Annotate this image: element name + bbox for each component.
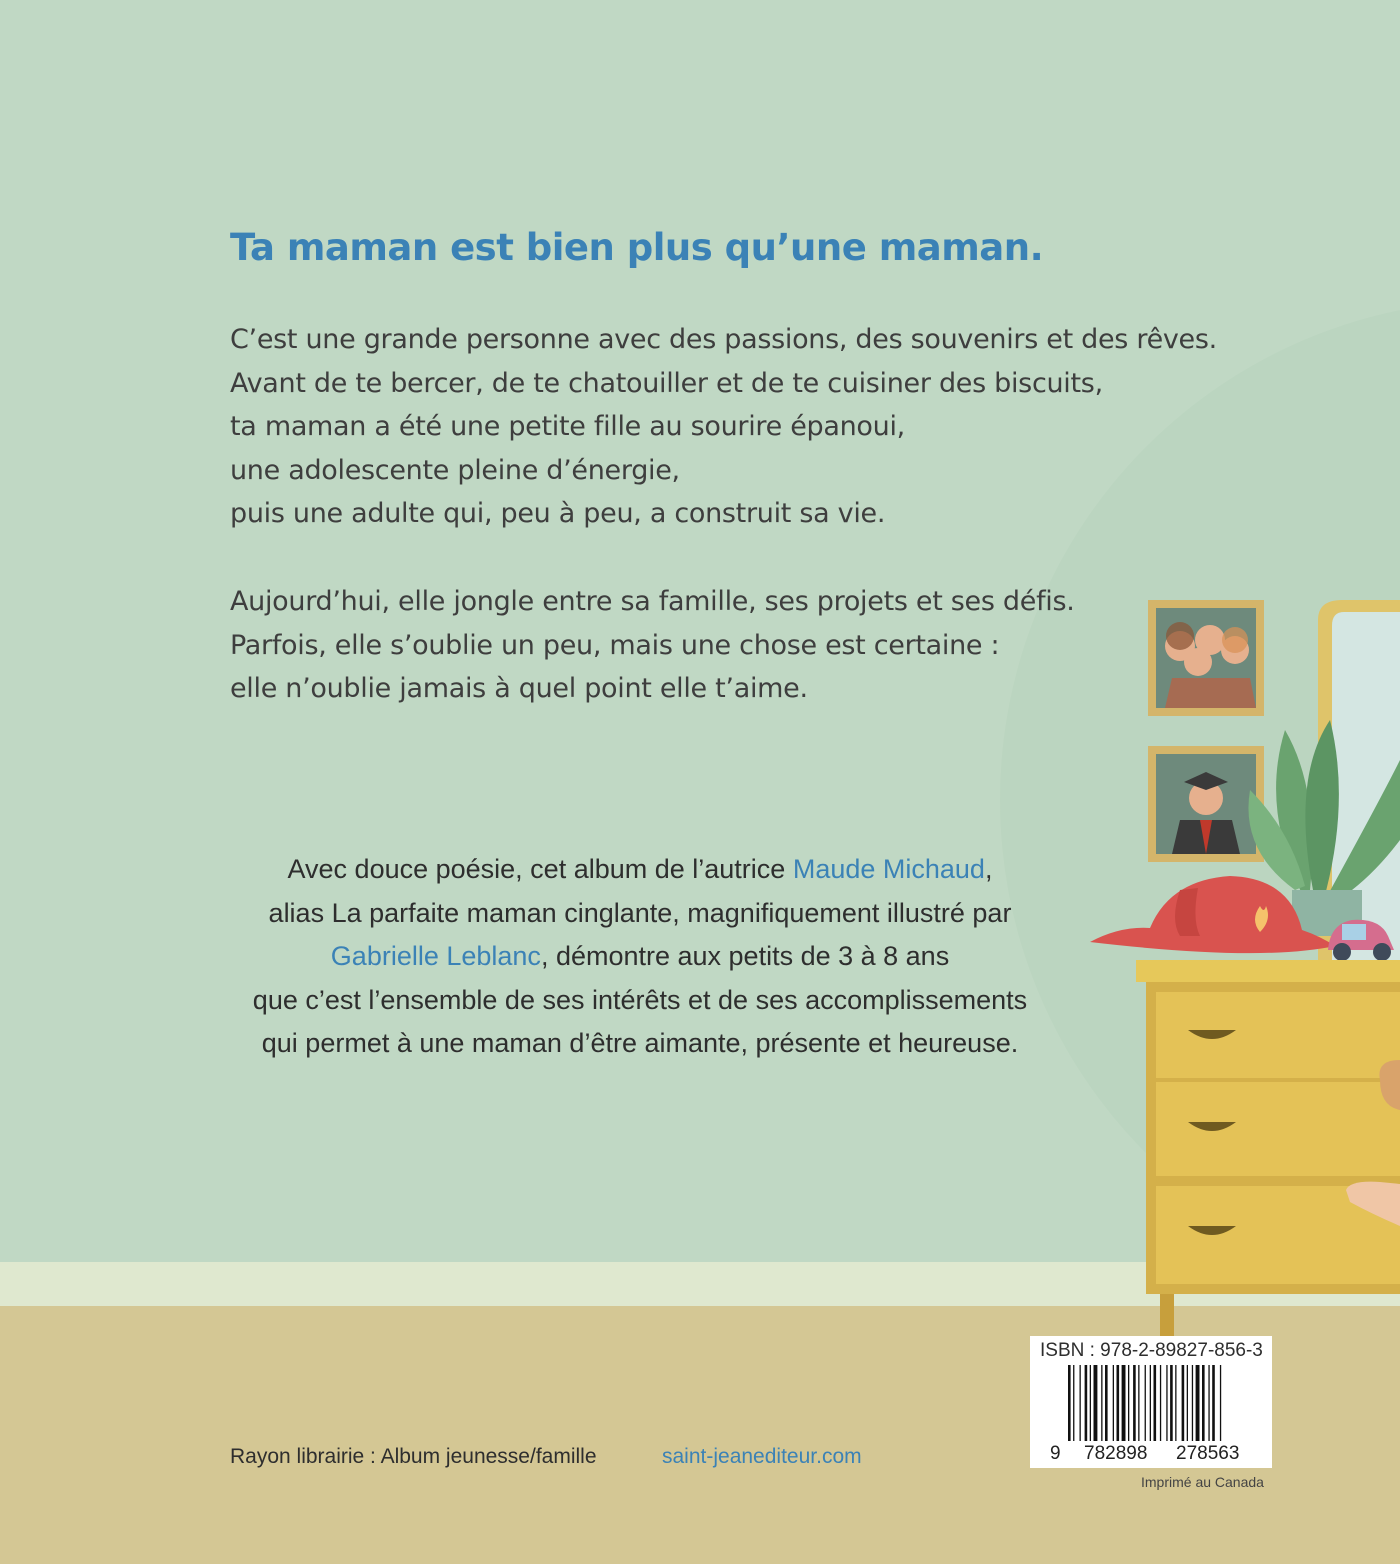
barcode-bar <box>1202 1365 1205 1441</box>
barcode-bar <box>1068 1365 1071 1441</box>
bookstore-category: Rayon librairie : Album jeunesse/famille <box>230 1445 597 1468</box>
barcode-bar <box>1182 1365 1185 1441</box>
blurb-line-5: qui permet à une maman d’être aimante, présente et heureuse. <box>261 1028 1019 1058</box>
poem-line: une adolescente pleine d’énergie, <box>230 454 680 486</box>
book-blurb <box>200 848 1080 1066</box>
isbn-label: ISBN : 978-2-89827-856-3 <box>1040 1340 1263 1361</box>
blurb-line-4: que c’est l’ensemble de ses intérêts et de ses accomplissements <box>252 984 1028 1015</box>
blurb-text: , démontre aux petits de 3 à 8 ans <box>540 941 950 971</box>
poem-line: ta maman a été une petite fille au sourire épanoui, <box>230 411 905 442</box>
barcode-bar <box>1117 1365 1120 1441</box>
barcode-bar <box>1128 1365 1129 1441</box>
barcode-digits-right: 278563 <box>1176 1443 1240 1464</box>
barcode-bar <box>1160 1365 1161 1441</box>
barcode-bar <box>1080 1365 1081 1441</box>
poem-line: Parfois, elle s’oublie un peu, mais une chose est certaine : <box>230 629 1000 661</box>
barcode-bar <box>1166 1365 1167 1441</box>
barcode-bar <box>1105 1365 1108 1441</box>
publisher-website[interactable]: saint-jeanediteur.com <box>662 1445 862 1468</box>
barcode-bar <box>1154 1365 1157 1441</box>
barcode-bar <box>1101 1365 1102 1441</box>
barcode-bar <box>1208 1365 1209 1441</box>
barcode-digits-left: 782898 <box>1084 1443 1148 1464</box>
barcode-bar <box>1192 1365 1193 1441</box>
poem-line: Avant de te bercer, de te chatouiller et de te cuisiner des biscuits, <box>230 367 1103 399</box>
barcode-bar <box>1085 1365 1088 1441</box>
barcode-bar <box>1187 1365 1188 1441</box>
barcode-bar <box>1212 1365 1215 1441</box>
barcode-bar <box>1090 1365 1091 1441</box>
poem-stanza-1 <box>230 318 1217 536</box>
printed-in: Imprimé au Canada <box>1141 1474 1264 1490</box>
dresser-illustration <box>1080 590 1400 1350</box>
dresser <box>1136 960 1400 1338</box>
poem-line: puis une adulte qui, peu à peu, a construit sa vie. <box>230 498 886 529</box>
blurb-text: Avec douce poésie, cet album de l’autrice <box>287 854 793 884</box>
barcode-bars <box>1068 1365 1258 1441</box>
barcode-bar <box>1094 1365 1098 1441</box>
illustrator-name: Gabrielle Leblanc <box>330 941 541 971</box>
graduation-photo-frame <box>1148 746 1264 862</box>
family-photo-frame <box>1148 600 1264 716</box>
barcode-bar <box>1150 1365 1151 1441</box>
poem-line: C’est une grande personne avec des passions, des souvenirs et des rêves. <box>230 324 1217 355</box>
headline: Ta maman est bien plus qu’une maman. <box>230 226 1044 269</box>
poem-stanza-2 <box>230 580 1075 711</box>
barcode-bar <box>1145 1365 1146 1441</box>
author-name: Maude Michaud <box>792 854 985 884</box>
barcode-bar <box>1170 1365 1173 1441</box>
barcode-bar <box>1133 1365 1136 1441</box>
blurb-line-3 <box>200 935 1080 979</box>
barcode-bar <box>1175 1365 1176 1441</box>
barcode-bar <box>1113 1365 1114 1441</box>
blurb-text: , <box>984 854 993 884</box>
barcode-digit-first: 9 <box>1050 1443 1061 1464</box>
barcode-bar <box>1122 1365 1126 1441</box>
poem-line: elle n’oublie jamais à quel point elle t’aime. <box>230 673 808 704</box>
poem-line: Aujourd’hui, elle jongle entre sa famille, ses projets et ses défis. <box>230 586 1075 617</box>
barcode-bar <box>1073 1365 1074 1441</box>
barcode-bar <box>1220 1365 1221 1441</box>
barcode-bar <box>1196 1365 1200 1441</box>
barcode-bar <box>1138 1365 1139 1441</box>
blurb-line-1 <box>200 848 1080 892</box>
blurb-line-2: alias La parfaite maman cinglante, magnifiquement illustré par <box>268 897 1012 928</box>
